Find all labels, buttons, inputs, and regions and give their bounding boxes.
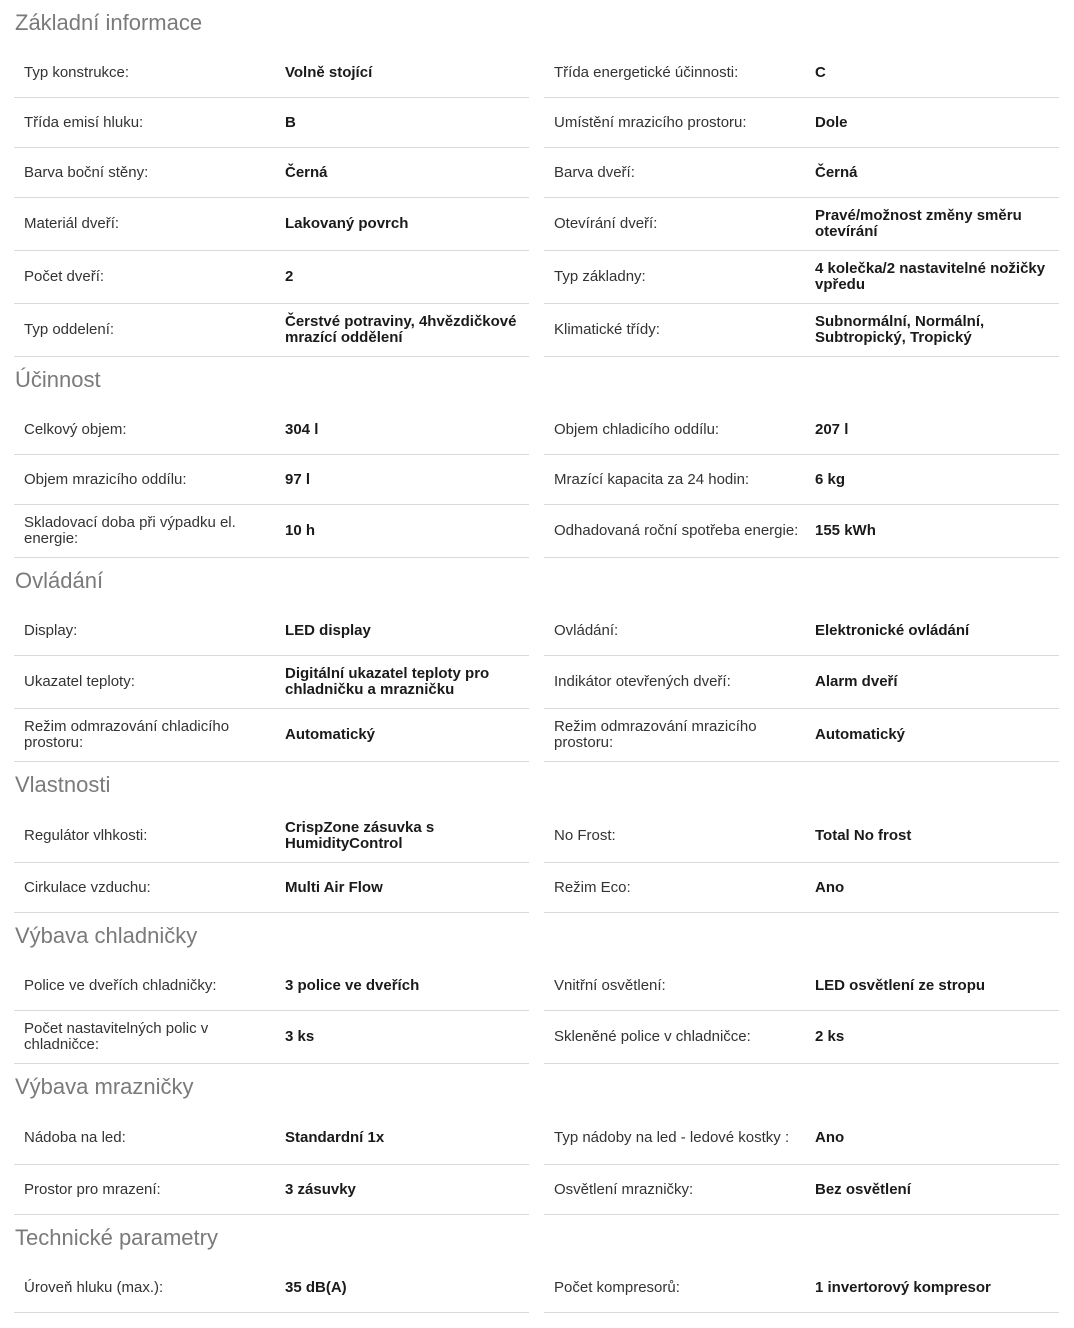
spec-column-left (14, 1263, 529, 1313)
spec-value: 1 invertorový kompresor (815, 1278, 991, 1296)
spec-value: C (815, 63, 826, 81)
spec-value: 207 l (815, 420, 849, 438)
spec-grid-basic-info (0, 48, 1074, 357)
spec-value: 2 ks (815, 1028, 845, 1045)
spec-label: Režim Eco: (554, 878, 631, 896)
spec-grid-freezer-equipment (0, 1112, 1074, 1215)
spec-label: Regulátor vlhkosti: (24, 827, 148, 844)
spec-column-left (14, 405, 529, 558)
section-title-features: Vlastnosti (15, 772, 111, 797)
spec-label: Třída emisí hluku: (24, 113, 144, 131)
spec-value: 304 l (285, 420, 319, 438)
spec-label: Ukazatel teploty: (24, 673, 135, 690)
spec-row (14, 405, 529, 455)
spec-row (544, 98, 1059, 148)
spec-row (14, 304, 529, 357)
spec-value: Bez osvětlení (815, 1180, 911, 1198)
spec-row (14, 606, 529, 656)
spec-label: Typ nádoby na led - ledové kostky : (554, 1129, 790, 1146)
spec-row (14, 810, 529, 863)
spec-value: LED osvětlení ze stropu (815, 976, 986, 994)
spec-label: Typ konstrukce: (24, 63, 130, 81)
spec-label: Celkový objem: (24, 420, 127, 438)
spec-value: Pravé/možnost změny směru otevírání (815, 207, 1022, 240)
spec-value: LED display (285, 621, 371, 639)
spec-label: Barva boční stěny: (24, 163, 149, 181)
spec-row (544, 405, 1059, 455)
spec-value: 97 l (285, 470, 311, 488)
spec-label: Počet nastavitelných polic v chladničce: (24, 1020, 209, 1053)
spec-label: Třída energetické účinnosti: (554, 63, 739, 81)
spec-row (14, 148, 529, 198)
spec-label: Objem chladicího oddílu: (554, 420, 720, 438)
spec-value: Automatický (815, 726, 906, 743)
spec-row (14, 709, 529, 762)
spec-label: Úroveň hluku (max.): (24, 1278, 164, 1296)
spec-value: Standardní 1x (285, 1129, 385, 1146)
spec-row (14, 863, 529, 913)
spec-label: Odhadovaná roční spotřeba energie: (554, 522, 799, 539)
spec-row (544, 251, 1059, 304)
spec-value: B (285, 113, 296, 131)
spec-row (14, 656, 529, 709)
spec-column-left (14, 961, 529, 1064)
spec-grid-features (0, 810, 1074, 913)
spec-column-right (544, 606, 1059, 762)
section-title-technical: Technické parametry (15, 1225, 218, 1250)
spec-value: 2 (285, 268, 294, 285)
spec-value: Ano (815, 1129, 845, 1146)
spec-value: 4 kolečka/2 nastavitelné nožičky vpředu (815, 260, 1046, 293)
spec-row (544, 810, 1059, 863)
spec-row (14, 1263, 529, 1313)
spec-row (544, 1165, 1059, 1215)
spec-label: Typ oddelení: (24, 321, 115, 338)
spec-value: Automatický (285, 726, 376, 743)
spec-row (14, 251, 529, 304)
spec-value: 3 police ve dveřích (285, 976, 420, 994)
spec-value: Ano (815, 878, 845, 896)
spec-row (544, 198, 1059, 251)
spec-value: Černá (815, 163, 858, 181)
spec-row (544, 455, 1059, 505)
spec-row (544, 1011, 1059, 1064)
spec-label: Indikátor otevřených dveří: (554, 673, 731, 690)
spec-value: Čerstvé potraviny, 4hvězdičkové mrazící oddělení (285, 313, 517, 346)
spec-column-right (544, 1263, 1059, 1313)
spec-label: Režim odmrazování mrazicího prostoru: (554, 718, 757, 751)
spec-grid-technical (0, 1263, 1074, 1313)
spec-column-left (14, 606, 529, 762)
spec-column-right (544, 1112, 1059, 1215)
spec-label: Osvětlení mrazničky: (554, 1180, 694, 1198)
spec-row (14, 961, 529, 1011)
spec-row (544, 1112, 1059, 1165)
spec-label: Cirkulace vzduchu: (24, 878, 151, 896)
spec-label: Police ve dveřích chladničky: (24, 976, 217, 994)
spec-label: Skleněné police v chladničce: (554, 1028, 751, 1045)
spec-row (14, 1165, 529, 1215)
spec-row (14, 1112, 529, 1165)
spec-label: Ovládání: (554, 621, 619, 639)
spec-row (544, 1263, 1059, 1313)
spec-label: Nádoba na led: (24, 1129, 126, 1146)
section-title-basic-info: Základní informace (15, 10, 203, 35)
spec-label: No Frost: (554, 827, 616, 844)
section-title-fridge-equipment: Výbava chladničky (15, 923, 198, 948)
spec-label: Režim odmrazování chladicího prostoru: (24, 718, 230, 751)
spec-label: Vnitřní osvětlení: (554, 976, 666, 994)
spec-row (544, 709, 1059, 762)
spec-row (544, 304, 1059, 357)
spec-label: Otevírání dveří: (554, 215, 658, 232)
spec-value: 6 kg (815, 470, 846, 488)
spec-label: Display: (24, 621, 78, 639)
section-title-freezer-equipment: Výbava mrazničky (15, 1074, 194, 1099)
spec-value: Dole (815, 113, 848, 131)
spec-row (14, 98, 529, 148)
spec-row (544, 656, 1059, 709)
spec-column-left (14, 810, 529, 913)
spec-label: Mrazící kapacita za 24 hodin: (554, 470, 750, 488)
spec-row (544, 606, 1059, 656)
spec-value: Subnormální, Normální, Subtropický, Tropický (815, 313, 985, 346)
spec-row (544, 48, 1059, 98)
spec-value: CrispZone zásuvka s HumidityControl (285, 819, 435, 852)
spec-label: Objem mrazicího oddílu: (24, 470, 187, 488)
spec-value: 10 h (285, 522, 316, 539)
spec-value: Elektronické ovládání (815, 621, 970, 639)
spec-row (544, 863, 1059, 913)
spec-value: Lakovaný povrch (285, 215, 409, 232)
spec-label: Materiál dveří: (24, 215, 120, 232)
spec-row (544, 148, 1059, 198)
spec-label: Typ základny: (554, 268, 646, 285)
spec-value: Černá (285, 163, 328, 181)
spec-label: Skladovací doba při výpadku el. energie: (24, 514, 236, 547)
spec-column-left (14, 48, 529, 357)
spec-row (14, 455, 529, 505)
spec-label: Umístění mrazicího prostoru: (554, 113, 747, 131)
spec-column-right (544, 810, 1059, 913)
spec-row (14, 48, 529, 98)
spec-label: Barva dveří: (554, 163, 635, 181)
spec-row (14, 198, 529, 251)
spec-label: Počet dveří: (24, 268, 105, 285)
spec-value: Multi Air Flow (285, 878, 383, 896)
spec-grid-fridge-equipment (0, 961, 1074, 1064)
spec-grid-efficiency (0, 405, 1074, 558)
spec-row (14, 1011, 529, 1064)
section-title-controls: Ovládání (15, 568, 104, 593)
spec-column-right (544, 961, 1059, 1064)
section-title-efficiency: Účinnost (15, 367, 101, 392)
spec-column-right (544, 48, 1059, 357)
spec-value: 3 ks (285, 1028, 315, 1045)
spec-column-left (14, 1112, 529, 1215)
spec-value: Total No frost (815, 827, 912, 844)
spec-value: 35 dB(A) (285, 1278, 347, 1296)
spec-label: Počet kompresorů: (554, 1278, 680, 1296)
spec-value: Alarm dveří (815, 673, 898, 690)
spec-value: Volně stojící (285, 63, 373, 81)
spec-grid-controls (0, 606, 1074, 762)
spec-row (544, 505, 1059, 558)
spec-label: Prostor pro mrazení: (24, 1180, 161, 1198)
spec-value: 155 kWh (815, 522, 876, 539)
spec-label: Klimatické třídy: (554, 321, 660, 338)
spec-value: Digitální ukazatel teploty pro chladničku a mrazničku (285, 665, 490, 698)
spec-column-right (544, 405, 1059, 558)
spec-row (14, 505, 529, 558)
spec-value: 3 zásuvky (285, 1180, 356, 1198)
spec-row (544, 961, 1059, 1011)
